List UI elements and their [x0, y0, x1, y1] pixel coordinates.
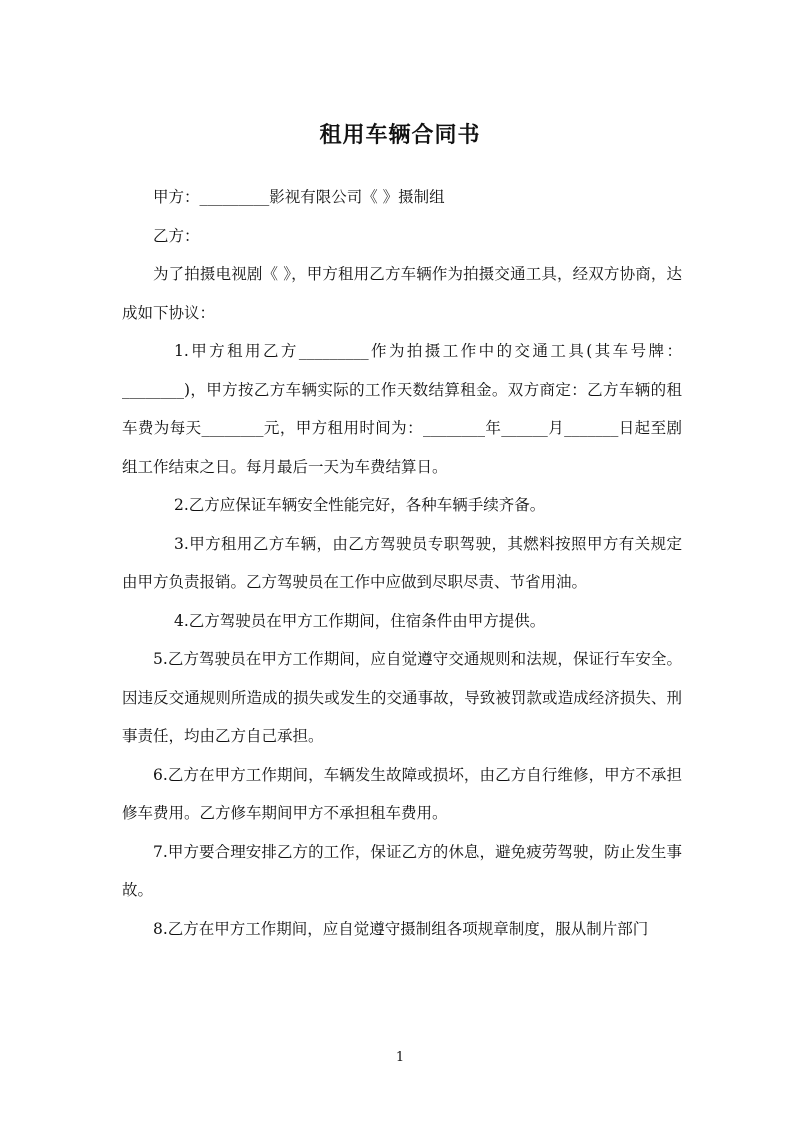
- party-b-line: 乙方：: [153, 226, 200, 245]
- clause-2: 2.乙方应保证车辆安全性能完好，各种车辆手续齐备。: [174, 496, 546, 514]
- document-title: 租用车辆合同书: [319, 122, 481, 148]
- clause-7: 7.甲方要合理安排乙方的工作，保证乙方的休息，避免疲劳驾驶，防止发生事故。: [122, 842, 682, 899]
- clause-1: 1.甲方租用乙方_________作为拍摄工作中的交通工具(其车号牌：________)，甲方按乙方车辆实际的工作天数结算租金。双方商定：乙方车辆的租车费为每天________元，甲方租用时间为：________年______月_______日起至剧组工作结束之日。每月最后一天为车费结算日。: [122, 342, 682, 476]
- intro-paragraph: 为了拍摄电视剧《 》，甲方租用乙方车辆作为拍摄交通工具，经双方协商，达成如下协议：: [122, 265, 682, 322]
- clause-3: 3.甲方租用乙方车辆，由乙方驾驶员专职驾驶，其燃料按照甲方有关规定由甲方负责报销。乙方驾驶员在工作中应做到尽职尽责、节省用油。: [122, 534, 682, 591]
- clause-6: 6.乙方在甲方工作期间，车辆发生故障或损坏，由乙方自行维修，甲方不承担修车费用。乙方修车期间甲方不承担租车费用。: [122, 765, 682, 822]
- party-a-line: 甲方：_________影视有限公司《 》摄制组: [153, 188, 445, 206]
- page-number: 1: [395, 1050, 405, 1065]
- document-body: [122, 178, 682, 948]
- clause-8: 8.乙方在甲方工作期间，应自觉遵守摄制组各项规章制度，服从制片部门: [153, 919, 649, 938]
- clause-4: 4.乙方驾驶员在甲方工作期间，住宿条件由甲方提供。: [174, 611, 546, 630]
- clause-5: 5.乙方驾驶员在甲方工作期间，应自觉遵守交通规则和法规，保证行车安全。因违反交通规则所造成的损失或发生的交通事故，导致被罚款或造成经济损失、刑事责任，均由乙方自己承担。: [122, 650, 682, 745]
